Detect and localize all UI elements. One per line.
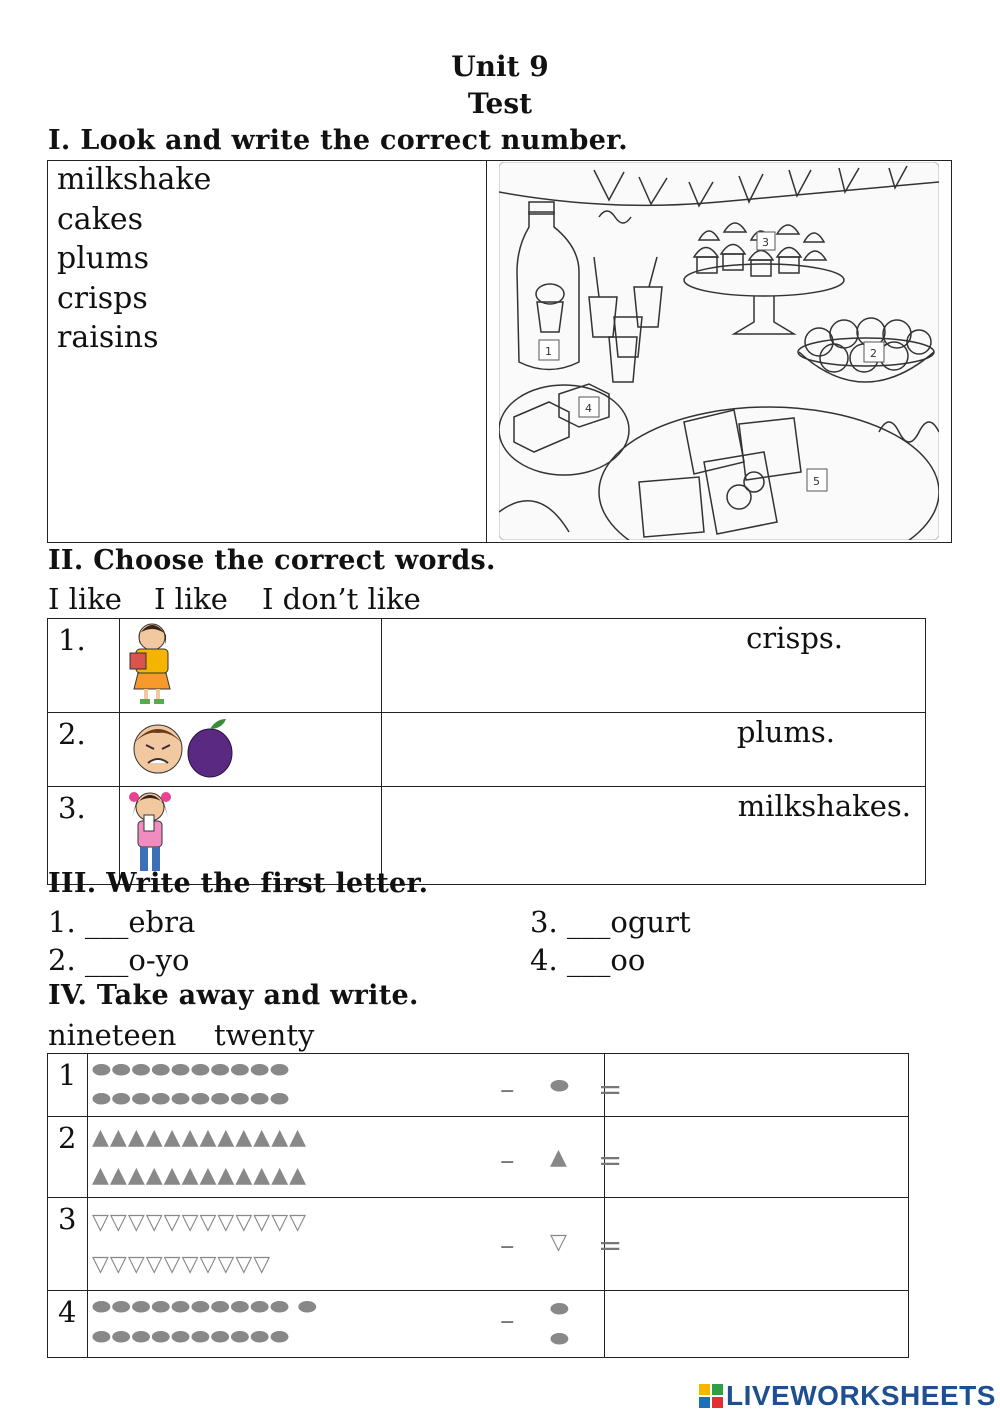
row-number: 1 [58,1058,77,1092]
sentence-row [48,619,926,713]
picture-label-2: 2 [870,347,877,360]
sentence-word: plums. [736,715,835,749]
minus-sign: – [500,1303,515,1337]
letter-item-3[interactable]: 3. ___ogurt [530,905,691,939]
picture-label-1: 1 [545,345,552,358]
answer-input[interactable] [605,1117,912,1153]
minus-sign: – [500,1072,515,1106]
picture-label-4: 4 [585,402,592,415]
row-number: 3. [58,791,86,825]
answer-input[interactable] [605,1198,912,1234]
take-away-table [47,1053,909,1358]
equals-sign: = [598,1228,623,1262]
minus-sign: – [500,1143,515,1177]
raisin-icons: ⬬⬬⬬⬬⬬⬬⬬⬬⬬⬬ ⬬ ⬬⬬⬬⬬⬬⬬⬬⬬⬬⬬ [92,1295,318,1350]
cake-icon: ▲ [550,1145,567,1170]
number-option-1: nineteen [48,1018,177,1052]
choice-option-3: I don’t like [262,582,421,616]
picture-label-3: 3 [762,236,769,249]
word-cakes: cakes [57,201,144,237]
test-title: Test [467,87,533,120]
equals-sign: = [598,1143,623,1177]
sentence-table [47,618,926,885]
take-away-row [48,1117,909,1198]
minus-sign: – [500,1228,515,1262]
answer-input[interactable] [605,1291,912,1327]
milkshake-icon: ▽ [550,1230,567,1255]
raisin-icons: ⬬⬬⬬⬬⬬⬬⬬⬬⬬⬬ ⬬⬬⬬⬬⬬⬬⬬⬬⬬⬬ [92,1058,290,1112]
equals-sign: = [598,1072,623,1106]
row-number: 3 [58,1202,77,1236]
row-number: 2 [58,1121,77,1155]
section-4-heading: IV. Take away and write. [48,980,419,1011]
sentence-row [48,713,926,787]
row-number: 4 [58,1295,77,1329]
liveworksheets-icon [698,1383,724,1409]
take-away-row [48,1054,909,1117]
party-table-picture [499,162,939,540]
liveworksheets-logo [698,1380,996,1412]
sentence-word: crisps. [746,621,843,655]
letter-item-1[interactable]: 1. ___ebra [48,905,196,939]
choice-option-2: I like [154,582,228,616]
number-option-2: twenty [214,1018,315,1052]
word-plums: plums [57,241,149,276]
brand-name: LIVEWORKSHEETS [726,1380,996,1411]
girl-eating-crisps-image [120,619,190,705]
answer-input[interactable] [605,1054,912,1090]
milkshake-icons: ▽▽▽▽▽▽▽▽▽▽▽▽ ▽▽▽▽▽▽▽▽▽▽ [92,1210,308,1277]
section-1-heading: I. Look and write the correct number. [48,125,628,156]
sentence-word: milkshakes. [737,789,911,823]
letter-item-2[interactable]: 2. ___o-yo [48,943,190,977]
section-2-heading: II. Choose the correct words. [48,545,496,576]
choice-option-1: I like [48,582,122,616]
word-list [57,160,211,358]
word-milkshake: milkshake [57,162,212,197]
unit-title: Unit 9 [451,50,549,83]
take-away-row [48,1291,909,1358]
picture-label-5: 5 [813,475,820,488]
word-raisins: raisins [57,320,159,355]
letter-item-4[interactable]: 4. ___oo [530,943,646,977]
row-number: 1. [58,623,86,657]
row-number: 2. [58,717,86,751]
take-away-row [48,1198,909,1291]
girl-drinking-milkshake-image [120,787,180,877]
section-3-heading: III. Write the first letter. [48,868,429,899]
boy-disliking-plum-image [120,713,240,779]
raisin-icon: ⬬ ⬬ [550,1297,569,1352]
cake-icons: ▲▲▲▲▲▲▲▲▲▲▲▲ ▲▲▲▲▲▲▲▲▲▲▲▲ [92,1125,308,1188]
word-crisps: crisps [57,280,148,316]
raisin-icon: ⬬ [550,1074,569,1099]
